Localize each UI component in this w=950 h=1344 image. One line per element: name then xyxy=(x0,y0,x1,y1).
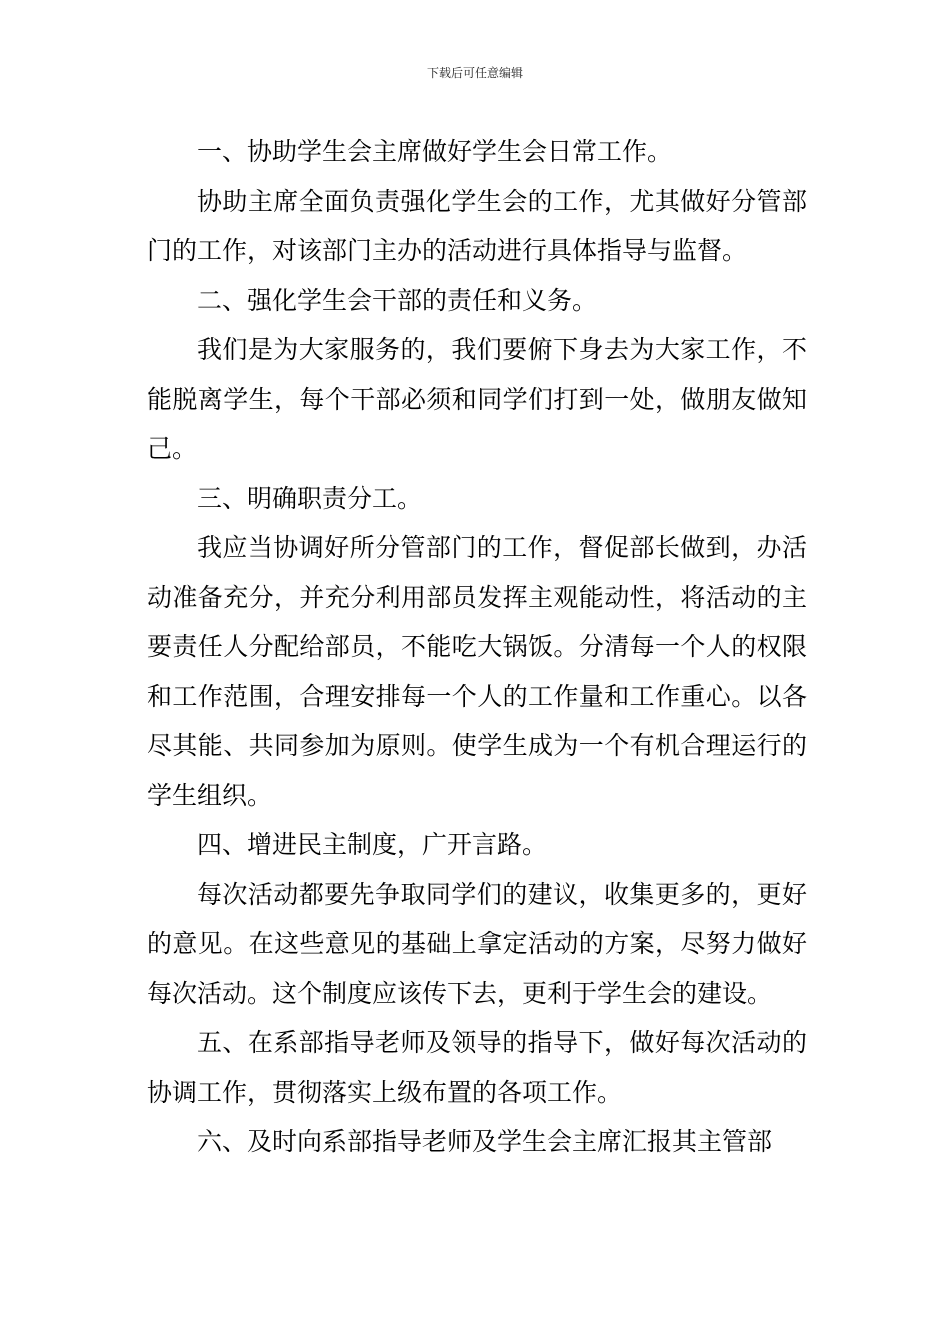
paragraph-3: 二、强化学生会干部的责任和义务。 xyxy=(197,285,598,315)
paragraph-4: 我们是为大家服务的，我们要俯下身去为大家工作，不能脱离学生，每个干部必须和同学们打到一处，做朋友做知己。 xyxy=(147,335,807,463)
paragraph-9: 五、在系部指导老师及领导的指导下，做好每次活动的协调工作，贯彻落实上级布置的各项工作。 xyxy=(147,1028,807,1107)
document-body xyxy=(147,127,807,1167)
paragraph-2: 协助主席全面负责强化学生会的工作，尤其做好分管部门的工作，对该部门主办的活动进行具体指导与监督。 xyxy=(147,186,807,265)
paragraph-6: 我应当协调好所分管部门的工作，督促部长做到，办活动准备充分，并充分利用部员发挥主观能动性，将活动的主要责任人分配给部员，不能吃大锅饭。分清每一个人的权限和工作范围，合理安排每一个人的工作量和工作重心。以各尽其能、共同参加为原则。使学生成为一个有机合理运行的学生组织。 xyxy=(147,533,807,810)
page-header: 下载后可任意编辑 xyxy=(426,66,523,80)
paragraph-8: 每次活动都要先争取同学们的建议，收集更多的，更好的意见。在这些意见的基础上拿定活动的方案，尽努力做好每次活动。这个制度应该传下去，更利于学生会的建设。 xyxy=(147,879,807,1008)
paragraph-7: 四、增进民主制度，广开言路。 xyxy=(197,830,548,859)
paragraph-5: 三、明确职责分工。 xyxy=(197,483,423,513)
paragraph-10: 六、及时向系部指导老师及学生会主席汇报其主管部 xyxy=(197,1127,773,1156)
paragraph-1: 一、协助学生会主席做好学生会日常工作。 xyxy=(197,137,673,166)
